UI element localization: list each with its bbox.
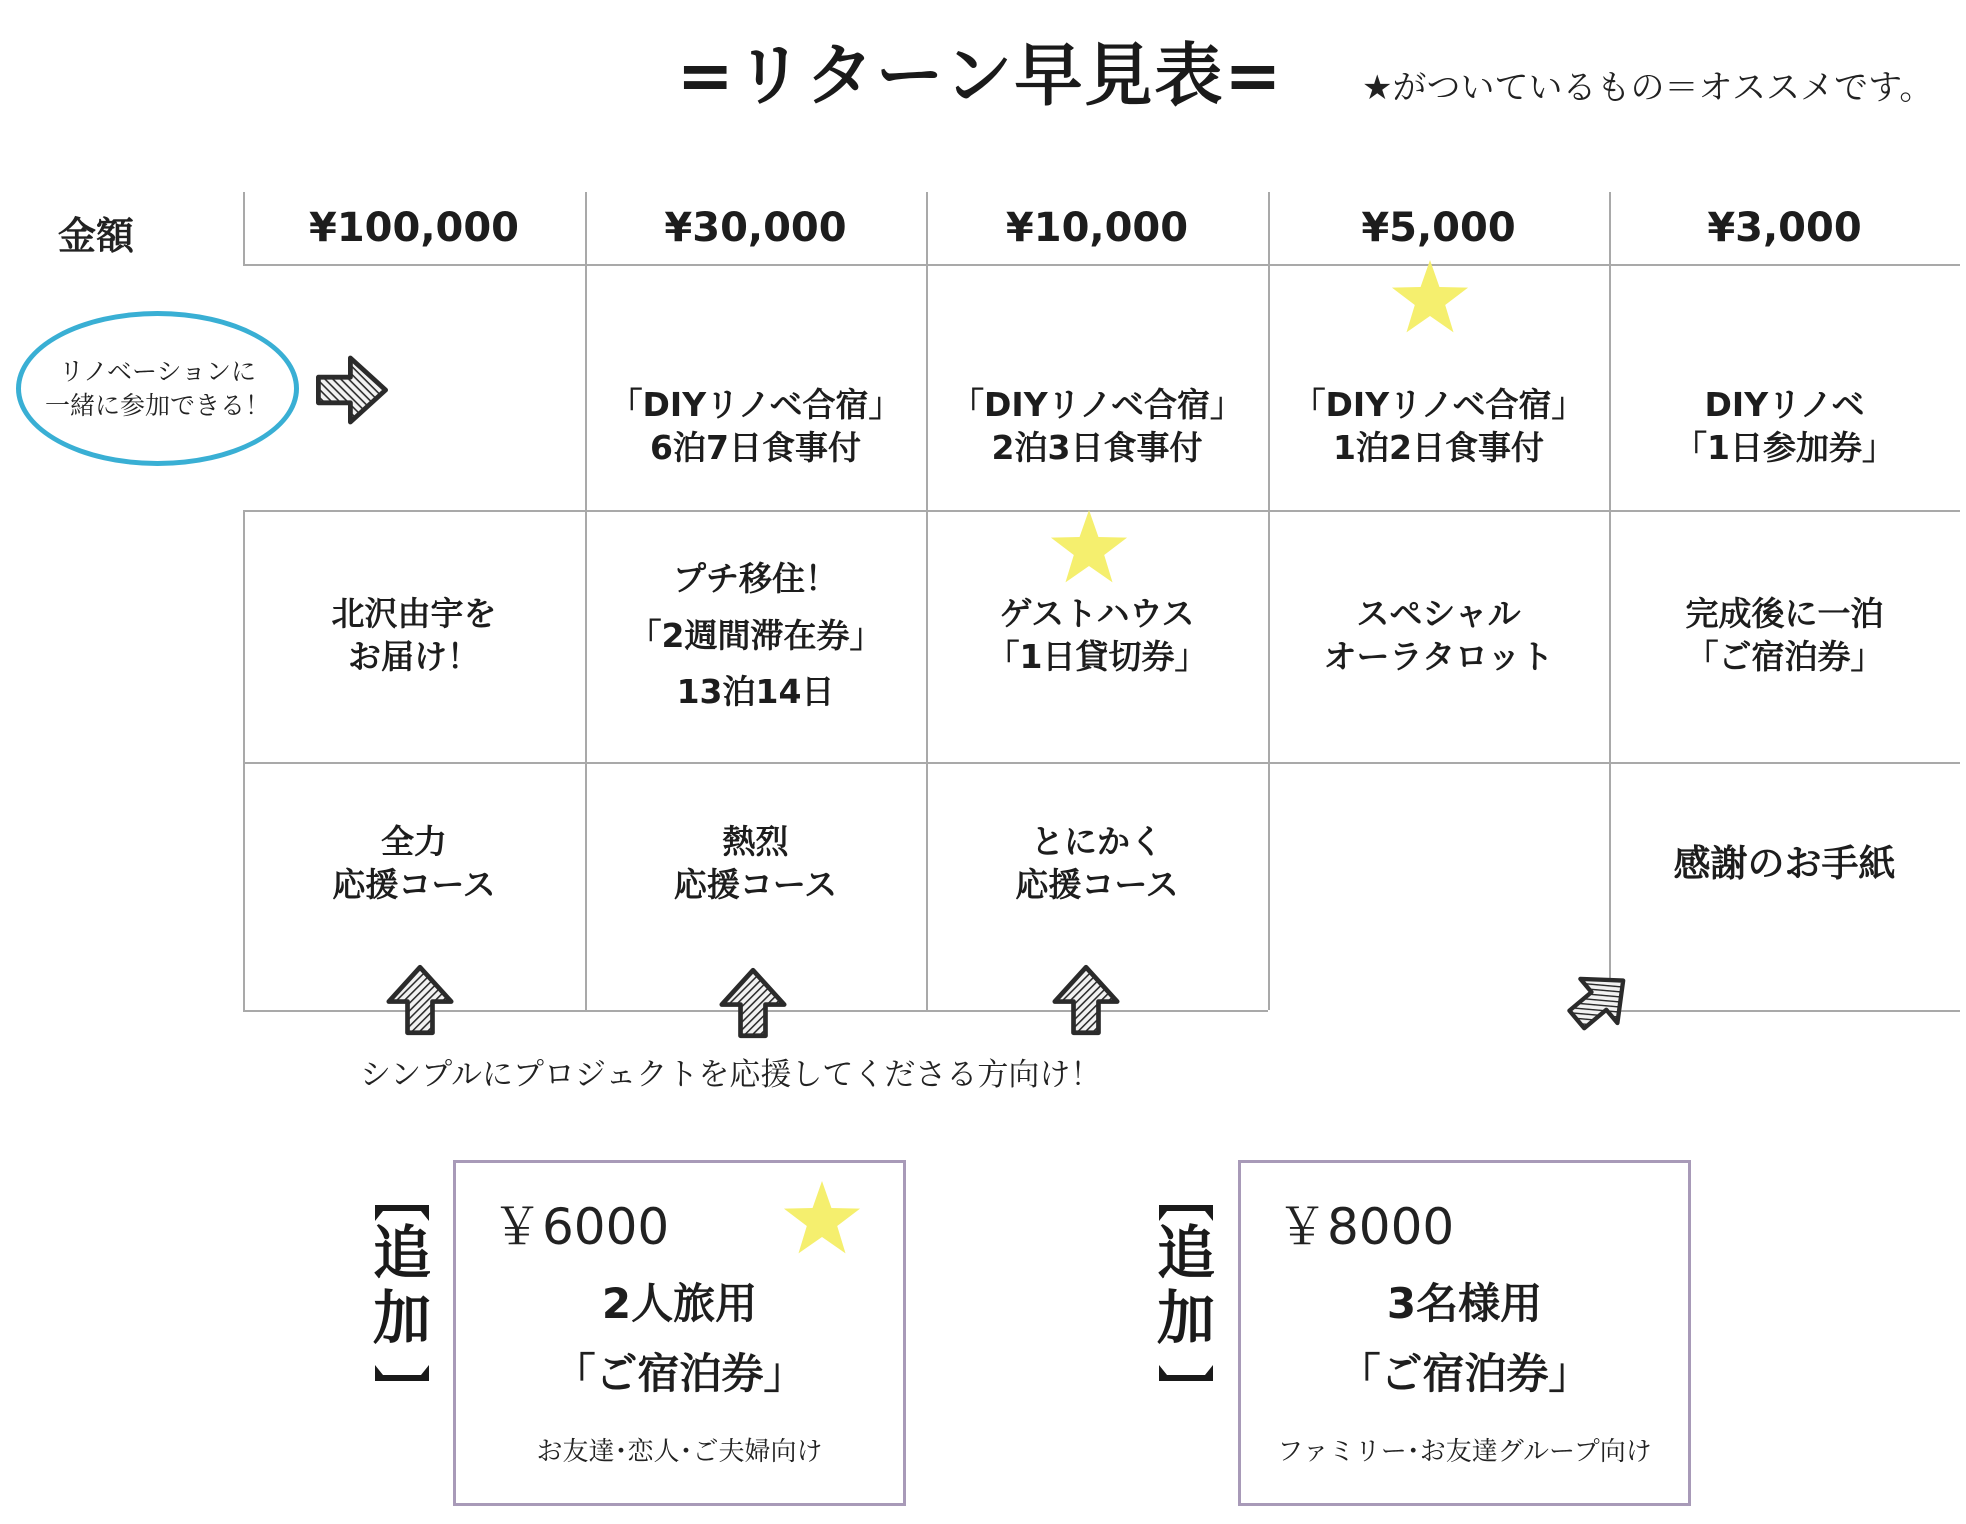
price-header: ¥3,000: [1707, 205, 1862, 251]
reward-line: 熱烈: [722, 822, 789, 862]
amount-label: 金額: [58, 214, 135, 258]
oval-note-line: リノベーションに: [58, 356, 256, 386]
add-on-title: 3名様用: [1386, 1279, 1543, 1328]
reward-line: オーラタロット: [1323, 637, 1554, 676]
grid-line-horizontal: [243, 264, 1960, 266]
arrow-right-icon: [312, 350, 392, 430]
renovation-note-oval: [16, 311, 299, 466]
reward-line: 応援コース: [1015, 865, 1179, 904]
reward-cell: [926, 740, 1268, 988]
reward-line: 応援コース: [673, 865, 838, 904]
reward-line: 「1日参加券」: [1674, 428, 1895, 467]
add-on-title: 「ご宿泊券」: [1338, 1349, 1591, 1398]
arrow-up-icon: [1047, 961, 1125, 1039]
bracket-close-icon: [373, 1365, 431, 1381]
star-icon: [1390, 260, 1470, 340]
reward-line: 北沢由宇を: [331, 594, 497, 634]
reward-line: 「1日貸切券」: [986, 637, 1208, 676]
reward-cell: [1609, 510, 1960, 762]
star-icon: [1049, 510, 1129, 590]
add-on-subtitle: お友達･恋人･ご夫婦向け: [536, 1437, 823, 1467]
add-on-subtitle: ファミリー･お友達グループ向け: [1277, 1437, 1652, 1467]
reward-cell: [585, 740, 926, 988]
arrow-up-icon: [714, 964, 792, 1042]
reward-line: 感謝のお手紙: [1673, 841, 1896, 885]
price-header: ¥30,000: [664, 205, 847, 251]
oval-note-line: 一緒に参加できる！: [44, 390, 270, 420]
add-on-box: [1238, 1160, 1691, 1506]
reward-line: 完成後に一泊: [1685, 594, 1884, 634]
add-on-tag-char: 加: [372, 1283, 431, 1352]
reward-cell: [1268, 510, 1609, 762]
add-on-tag-char: 追: [1156, 1219, 1215, 1287]
reward-line: スペシャル: [1356, 594, 1521, 634]
reward-cell: [1609, 740, 1960, 988]
arrow-up-right-icon: [1564, 964, 1636, 1036]
add-on-tag: [1155, 1205, 1217, 1381]
add-on-tag: [371, 1205, 433, 1381]
add-on-price: ￥6000: [492, 1198, 670, 1256]
reward-line: 応援コース: [332, 865, 496, 904]
reward-line: 「2週間滞在券」: [628, 615, 883, 655]
reward-line: 「DIYリノベ合宿」: [951, 385, 1243, 425]
reward-line: 「DIYリノベ合宿」: [609, 385, 902, 425]
reward-line: 「ご宿泊券」: [1685, 637, 1884, 676]
add-on-price: ￥8000: [1277, 1198, 1455, 1256]
price-header: ¥5,000: [1361, 205, 1516, 251]
price-header: ¥10,000: [1005, 205, 1189, 251]
reward-line: 13泊14日: [676, 672, 835, 712]
reward-line: お届け！: [348, 637, 480, 676]
reward-cell: [243, 740, 585, 988]
reward-line: 1泊2日食事付: [1333, 428, 1544, 467]
reward-cell: [243, 510, 585, 762]
bracket-close-icon: [1157, 1365, 1215, 1381]
add-on-title: 「ご宿泊券」: [553, 1349, 806, 1398]
reward-line: 「DIYリノベ合宿」: [1292, 385, 1585, 425]
reward-line: DIYリノベ: [1704, 385, 1865, 425]
star-icon: [782, 1181, 862, 1261]
recommend-legend: ★がついているもの＝オススメです。: [1362, 68, 1934, 108]
reward-line: ゲストハウス: [999, 594, 1195, 634]
reward-cell: [585, 510, 926, 762]
add-on-title: 2人旅用: [601, 1279, 758, 1328]
reward-line: 6泊7日食事付: [650, 428, 861, 467]
grid-line-horizontal: [1609, 1010, 1960, 1012]
page-title: =リターン早見表=: [676, 37, 1284, 116]
add-on-tag-char: 追: [372, 1219, 431, 1287]
add-on-tag-char: 加: [1156, 1283, 1215, 1352]
arrow-up-icon: [381, 961, 459, 1039]
simple-support-note: シンプルにプロジェクトを応援してくださる方向け！: [360, 1057, 1102, 1093]
reward-line: とにかく: [1031, 822, 1163, 862]
price-header: ¥100,000: [308, 205, 520, 251]
reward-line: 全力: [381, 822, 447, 862]
reward-line: 2泊3日食事付: [991, 428, 1203, 467]
reward-line: プチ移住！: [673, 558, 838, 598]
